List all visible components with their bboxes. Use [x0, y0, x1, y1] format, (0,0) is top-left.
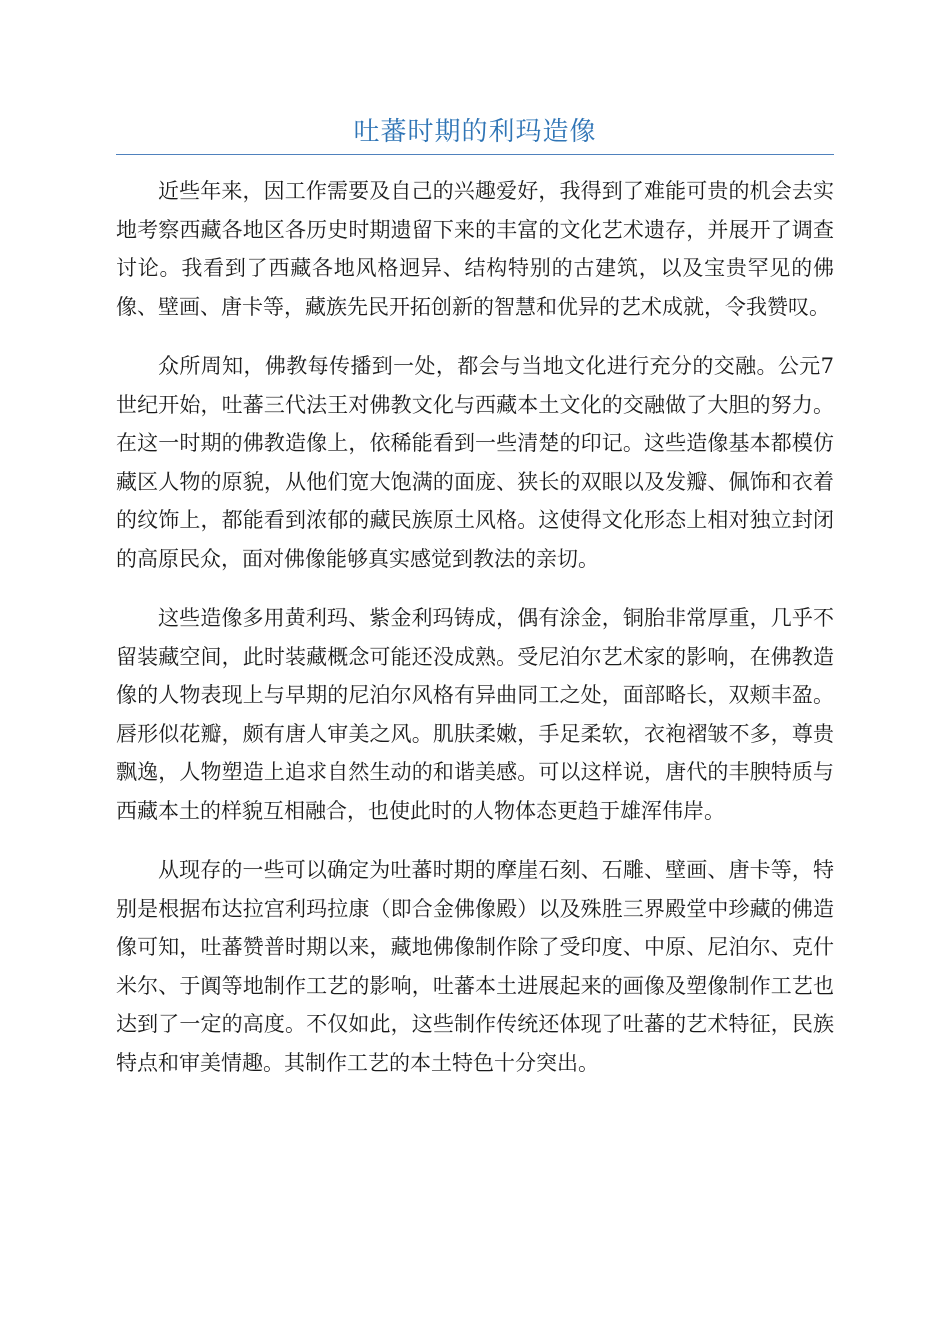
document-body [116, 172, 834, 1103]
paragraph: 众所周知，佛教每传播到一处，都会与当地文化进行充分的交融。公元7世纪开始，吐蕃三代法王对佛教文化与西藏本土文化的交融做了大胆的努力。在这一时期的佛教造像上，依稀能看到一些清楚的印记。这些造像基本都模仿藏区人物的原貌，从他们宽大饱满的面庞、狭长的双眼以及发瓣、佩饰和衣着的纹饰上，都能看到浓郁的藏民族原土风格。这使得文化形态上相对独立封闭的高原民众，面对佛像能够真实感觉到教法的亲切。 [116, 354, 834, 571]
document-title: 吐蕃时期的利玛造像 [353, 117, 597, 147]
paragraph: 从现存的一些可以确定为吐蕃时期的摩崖石刻、石雕、壁画、唐卡等，特别是根据布达拉宫利玛拉康（即合金佛像殿）以及殊胜三界殿堂中珍藏的佛造像可知，吐蕃赞普时期以来，藏地佛像制作除了受印度、中原、尼泊尔、克什米尔、于阗等地制作工艺的影响，吐蕃本土进展起来的画像及塑像制作工艺也达到了一定的高度。不仅如此，这些制作传统还体现了吐蕃的艺术特征，民族特点和审美情趣。其制作工艺的本土特色十分突出。 [116, 858, 834, 1075]
paragraph: 近些年来，因工作需要及自己的兴趣爱好，我得到了难能可贵的机会去实地考察西藏各地区各历史时期遗留下来的丰富的文化艺术遗存，并展开了调查讨论。我看到了西藏各地风格迥异、结构特别的古建筑，以及宝贵罕见的佛像、壁画、唐卡等，藏族先民开拓创新的智慧和优异的艺术成就，令我赞叹。 [116, 179, 834, 319]
title-underline [116, 154, 834, 155]
paragraph: 这些造像多用黄利玛、紫金利玛铸成，偶有涂金，铜胎非常厚重，几乎不留装藏空间，此时装藏概念可能还没成熟。受尼泊尔艺术家的影响，在佛教造像的人物表现上与早期的尼泊尔风格有异曲同工之处，面部略长，双颊丰盈。唇形似花瓣，颇有唐人审美之风。肌肤柔嫩，手足柔软，衣袍褶皱不多，尊贵飘逸，人物塑造上追求自然生动的和谐美感。可以这样说，唐代的丰腴特质与西藏本土的样貌互相融合，也使此时的人物体态更趋于雄浑伟岸。 [116, 606, 834, 823]
